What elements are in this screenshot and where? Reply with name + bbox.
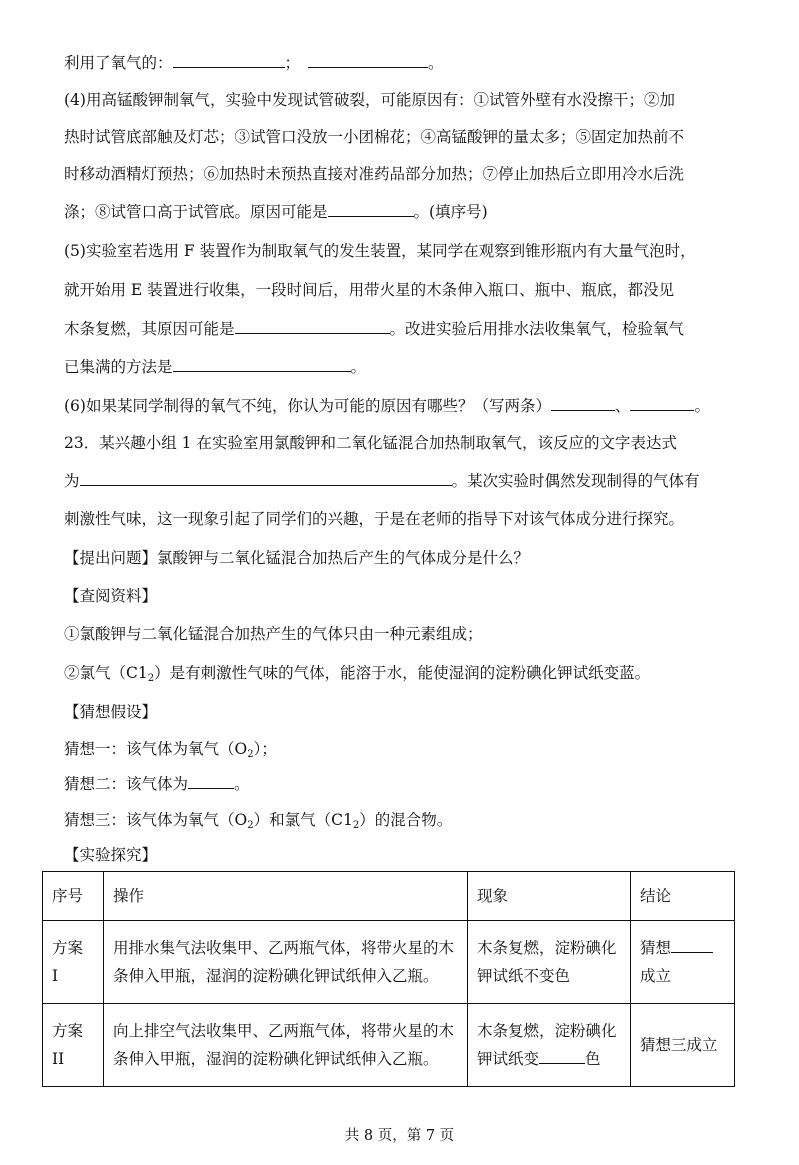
- text-segment: (6)如果某同学制得的氧气不纯，你认为可能的原因有哪些？（写两条）: [64, 397, 551, 415]
- text-line: [64, 51, 739, 75]
- question-23-stem: 23．某兴趣小组 1 在实验室用氯酸钾和二氧化锰混合加热制取氧气，该反应的文字表达式: [64, 434, 677, 452]
- answer-blank: [328, 200, 414, 217]
- table-header-cell: 操作: [104, 872, 468, 921]
- text-segment: 木条复燃，淀粉碘化钾试纸变: [477, 1022, 617, 1068]
- text-segment: 涤；⑧试管口高于试管底。原因可能是: [64, 203, 328, 221]
- answer-blank: [235, 317, 390, 334]
- text-line: [64, 772, 739, 796]
- text-line: (4)用高锰酸钾制氧气，实验中发现试管破裂，可能原因有：①试管外壁有水没擦干；②加: [64, 91, 675, 109]
- text-line: 就开始用 E 装置进行收集，一段时间后，用带火星的木条伸入瓶口、瓶中、瓶底，都没见: [64, 281, 675, 299]
- table-cell: 木条复燃，淀粉碘化钾试纸不变色: [468, 921, 631, 1004]
- section-heading: 【查阅资料】: [64, 587, 158, 605]
- experiment-table: [42, 871, 735, 1087]
- subscript: 2: [352, 820, 360, 831]
- text-line: [64, 737, 739, 761]
- text-segment: 、: [614, 397, 631, 415]
- table-cell: 方案 I: [43, 921, 104, 1004]
- text-line: [64, 200, 739, 224]
- answer-blank: [630, 394, 694, 411]
- text-segment: ）的混合物。: [359, 811, 453, 829]
- text-segment: 利用了氧气的：: [64, 54, 173, 72]
- section-heading: 【猜想假设】: [64, 703, 158, 721]
- text-line: ①氯酸钾与二氧化锰混合加热产生的气体只由一种元素组成；: [64, 625, 483, 643]
- subscript: 2: [247, 749, 254, 760]
- text-segment: ）和氯气（C1: [253, 811, 353, 829]
- section-heading: 【实验探究】: [64, 846, 158, 864]
- text-line: [64, 469, 739, 493]
- answer-blank: [551, 394, 615, 411]
- table-cell: [631, 921, 735, 1004]
- page-footer: 共 8 页，第 7 页: [344, 1128, 455, 1144]
- table-header-cell: 现象: [468, 872, 631, 921]
- table-cell: 向上排空气法收集甲、乙两瓶气体，将带火星的木条伸入甲瓶，湿润的淀粉碘化钾试纸伸入乙瓶。: [104, 1004, 468, 1087]
- text-segment: 。改进实验后用排水法收集氧气，检验氧气: [389, 320, 685, 338]
- answer-blank: [173, 355, 351, 372]
- table-cell: 用排水集气法收集甲、乙两瓶气体，将带火星的木条伸入甲瓶，湿润的淀粉碘化钾试纸伸入乙瓶。: [104, 921, 468, 1004]
- answer-blank: [539, 1047, 585, 1064]
- text-segment: 猜想三：该气体为氧气（O: [64, 811, 248, 829]
- text-segment: ）是有刺激性气味的气体，能溶于水，能使湿润的淀粉碘化钾试纸变蓝。: [154, 664, 651, 682]
- table-cell: 方案 II: [43, 1004, 104, 1087]
- text-line: [64, 355, 739, 379]
- table-header-cell: 结论: [631, 872, 735, 921]
- text-segment: 猜想一：该气体为氧气（O: [64, 740, 248, 758]
- answer-blank: [308, 51, 428, 68]
- text-segment: ；: [284, 54, 301, 72]
- text-segment: 木条复燃，其原因可能是: [64, 320, 235, 338]
- text-line: [64, 317, 739, 341]
- text-segment: 成立: [640, 967, 672, 985]
- text-segment: 。(填序号): [413, 203, 488, 221]
- text-segment: ②氯气（C1: [64, 664, 148, 682]
- answer-blank: [188, 772, 234, 789]
- text-segment: 猜想二：该气体为: [64, 775, 189, 793]
- text-segment: ）；: [253, 740, 277, 758]
- table-cell: 猜想三成立: [631, 1004, 735, 1087]
- text-segment: 已集满的方法是: [64, 358, 173, 376]
- text-segment: 为: [64, 472, 80, 490]
- text-segment: 。某次实验时偶然发现制得的气体有: [451, 472, 700, 490]
- text-segment: 。: [694, 397, 710, 415]
- table-row: [43, 921, 735, 1004]
- text-segment: 色: [585, 1050, 601, 1068]
- section-heading: 【提出问题】氯酸钾与二氧化锰混合加热后产生的气体成分是什么？: [64, 549, 530, 567]
- text-line: [64, 394, 739, 418]
- table-cell: [468, 1004, 631, 1087]
- text-segment: 猜想: [640, 939, 672, 957]
- text-line: (5)实验室若选用 F 装置作为制取氧气的发生装置，某同学在观察到锥形瓶内有大量气泡时，: [64, 242, 696, 260]
- answer-blank: [173, 51, 285, 68]
- text-segment: 。: [234, 775, 250, 793]
- text-segment: 。: [350, 358, 367, 376]
- text-line: 时移动酒精灯预热；⑥加热时未预热直接对准药品部分加热；⑦停止加热后立即用冷水后洗: [64, 165, 685, 183]
- text-line: 刺激性气味，这一现象引起了同学们的兴趣，于是在老师的指导下对该气体成分进行探究。: [64, 510, 685, 528]
- answer-blank: [80, 469, 452, 486]
- table-header-row: [43, 872, 735, 921]
- subscript: 2: [247, 820, 254, 831]
- text-segment: 。: [428, 54, 444, 72]
- text-line: [64, 661, 739, 685]
- table-row: [43, 1004, 735, 1087]
- text-line: [64, 808, 739, 832]
- answer-blank: [671, 936, 713, 953]
- text-line: 热时试管底部触及灯芯；③试管口没放一小团棉花；④高锰酸钾的量太多；⑤固定加热前不: [64, 128, 685, 146]
- subscript: 2: [147, 673, 155, 684]
- table-header-cell: 序号: [43, 872, 104, 921]
